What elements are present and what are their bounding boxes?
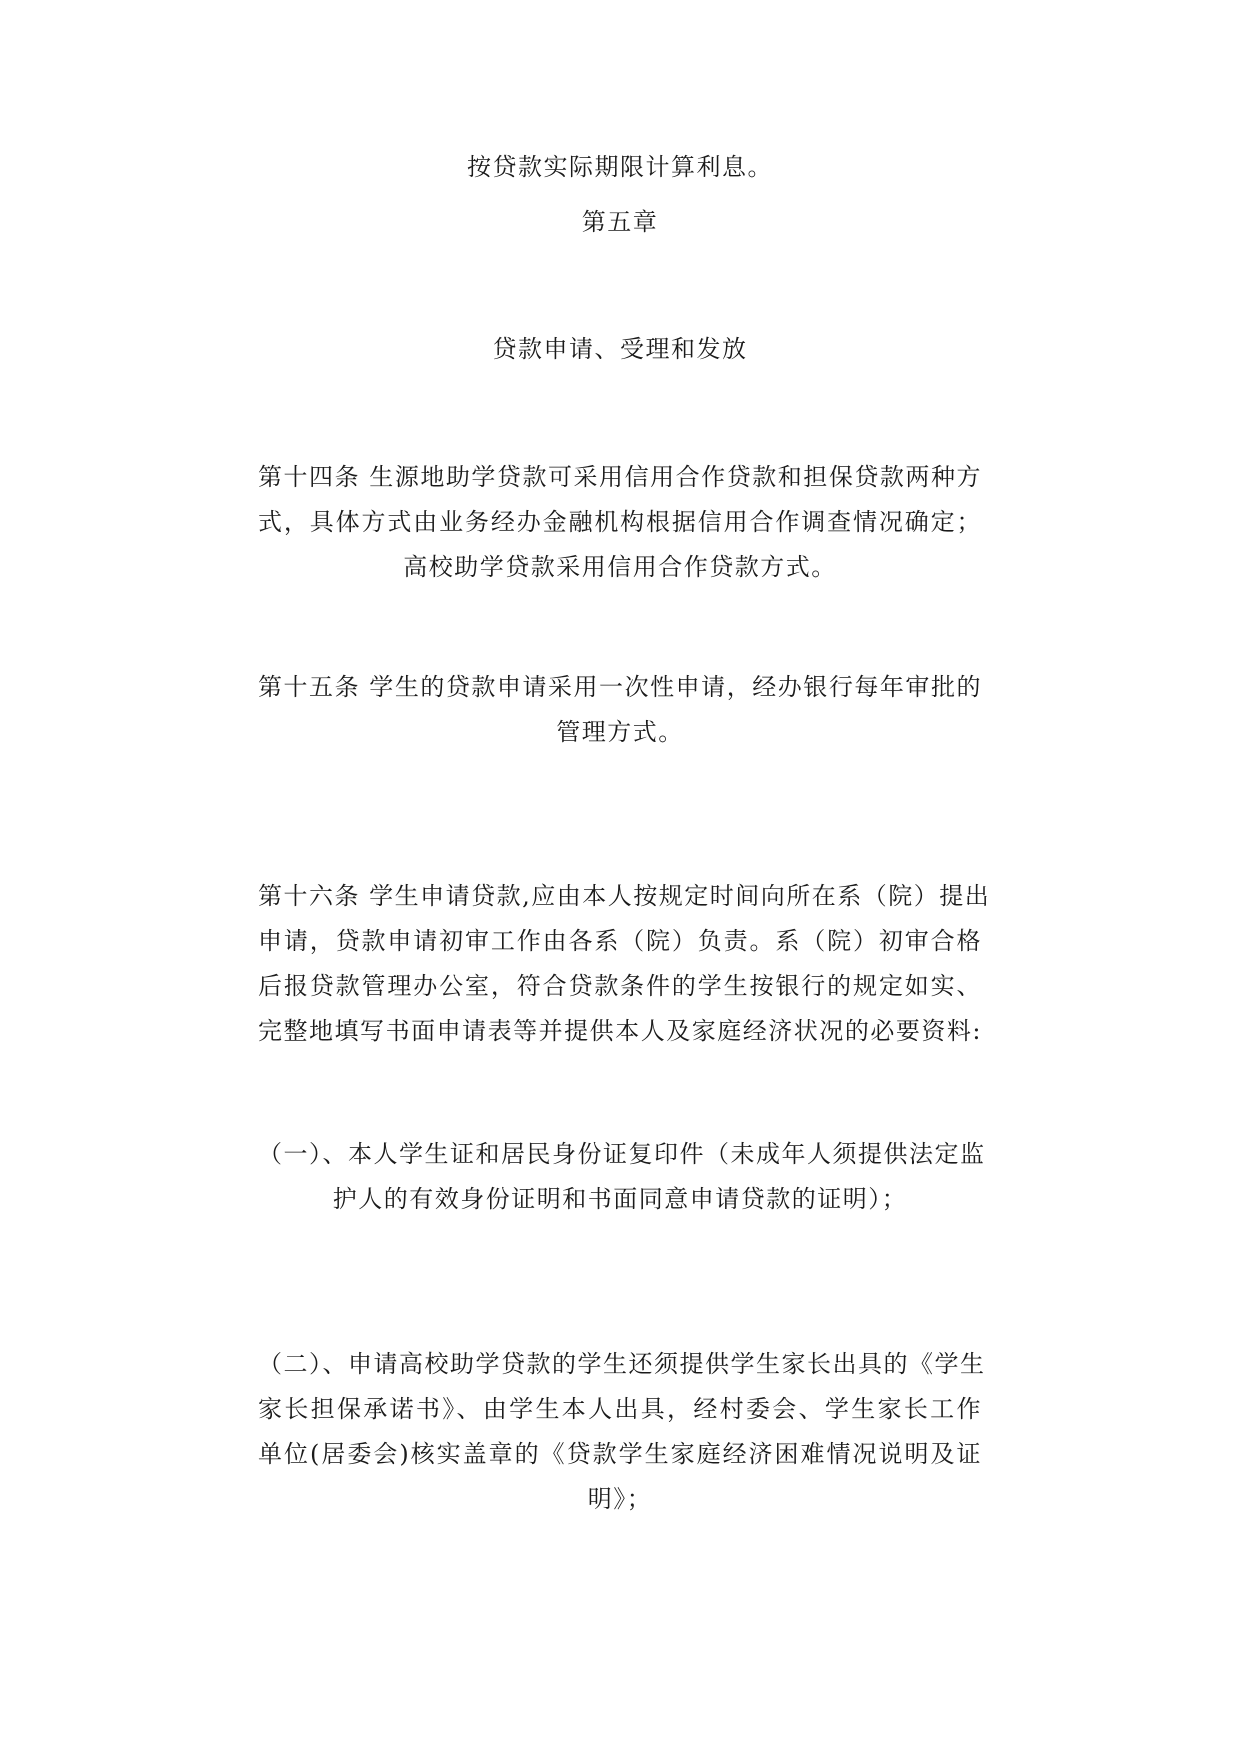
article-15-paragraph [258,665,982,755]
text-line: 按贷款实际期限计算利息。 [467,153,773,181]
text-line: 完整地填写书面申请表等并提供本人及家庭经济状况的必要资料: [258,1017,982,1045]
text-line: （一）、本人学生证和居民身份证复印件（未成年人须提供法定监 [258,1140,986,1168]
text-line: 明》； [587,1485,653,1513]
chapter-number [258,200,982,245]
text-line: 高校助学贷款采用信用合作贷款方式。 [403,553,837,581]
text-line: 管理方式。 [556,718,684,746]
text-line: 第五章 [581,208,659,236]
article-14-paragraph [258,455,982,590]
item-2-paragraph [258,1342,986,1522]
text-line: 第十六条 学生申请贷款,应由本人按规定时间向所在系（院）提出 [258,882,991,910]
text-line: 单位(居委会)核实盖章的《贷款学生家庭经济困难情况说明及证 [258,1440,982,1468]
article-16-paragraph [258,874,991,1054]
text-line: 第十四条 生源地助学贷款可采用信用合作贷款和担保贷款两种方 [258,463,982,491]
text-line: 式，具体方式由业务经办金融机构根据信用合作调查情况确定； [258,508,982,536]
text-line: 贷款申请、受理和发放 [492,335,748,363]
interest-calculation-line [258,145,982,190]
chapter-title [258,327,982,372]
text-line: 申请，贷款申请初审工作由各系（院）负责。系（院）初审合格 [258,927,982,955]
text-line: 后报贷款管理办公室，符合贷款条件的学生按银行的规定如实、 [258,972,982,1000]
text-line: （二）、申请高校助学贷款的学生还须提供学生家长出具的《学生 [258,1350,986,1378]
text-line: 家长担保承诺书》、由学生本人出具，经村委会、学生家长工作 [258,1395,982,1423]
item-1-paragraph [258,1132,986,1222]
text-line: 第十五条 学生的贷款申请采用一次性申请，经办银行每年审批的 [258,673,982,701]
text-line: 护人的有效身份证明和书面同意申请贷款的证明）； [332,1185,908,1213]
